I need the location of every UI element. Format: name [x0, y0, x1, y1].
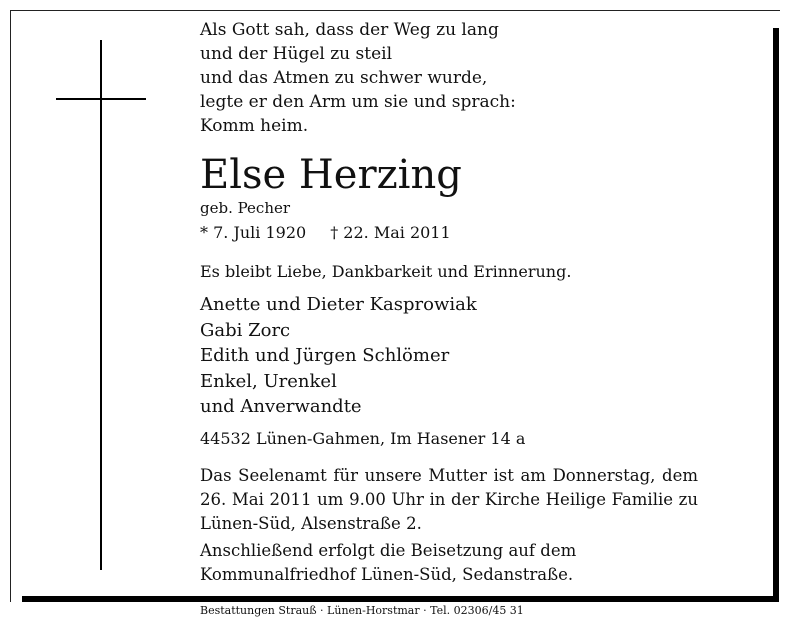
frame-shadow-right — [773, 28, 779, 602]
poem-line: Komm heim. — [200, 116, 309, 136]
death-date: † 22. Mai 2011 — [330, 223, 451, 242]
poem-line: Als Gott sah, dass der Weg zu lang — [200, 20, 499, 40]
burial-line: Kommunalfriedhof Lünen-Süd, Sedanstraße. — [200, 565, 574, 584]
mourners-list — [200, 292, 477, 420]
service-line: Das Seelenamt für unsere Mutter ist am Donnerstag, dem — [200, 466, 698, 485]
birth-date: * 7. Juli 1920 — [200, 223, 307, 242]
mourner: Anette und Dieter Kasprowiak — [200, 294, 477, 315]
poem — [200, 18, 516, 138]
funeral-home-footer: Bestattungen Strauß · Lünen-Horstmar · Tel. 02306/45 31 — [200, 604, 524, 617]
service-line: Lünen-Süd, Alsenstraße 2. — [200, 514, 422, 533]
life-dates — [200, 222, 451, 244]
frame-shadow-bottom — [22, 596, 779, 602]
maiden-name: geb. Pecher — [200, 199, 291, 217]
mourner: Enkel, Urenkel — [200, 370, 337, 392]
mourner: und Anverwandte — [200, 396, 362, 417]
burial-line: Anschließend erfolgt die Beisetzung auf dem — [200, 541, 577, 560]
cross-icon-vertical — [100, 40, 102, 570]
mourner: Gabi Zorc — [200, 319, 291, 341]
poem-line: und das Atmen zu schwer wurde, — [200, 68, 488, 88]
service-info — [200, 464, 698, 536]
motto: Es bleibt Liebe, Dankbarkeit und Erinnerung. — [200, 262, 572, 281]
service-line: 26. Mai 2011 um 9.00 Uhr in der Kirche Heilige Familie zu — [200, 490, 698, 509]
poem-line: legte er den Arm um sie und sprach: — [200, 92, 516, 112]
cross-icon-horizontal — [56, 98, 146, 100]
address: 44532 Lünen-Gahmen, Im Hasener 14 a — [200, 429, 526, 448]
burial-info — [200, 539, 576, 587]
mourner: Edith und Jürgen Schlömer — [200, 345, 450, 366]
poem-line: und der Hügel zu steil — [200, 44, 393, 64]
deceased-name: Else Herzing — [200, 152, 462, 198]
